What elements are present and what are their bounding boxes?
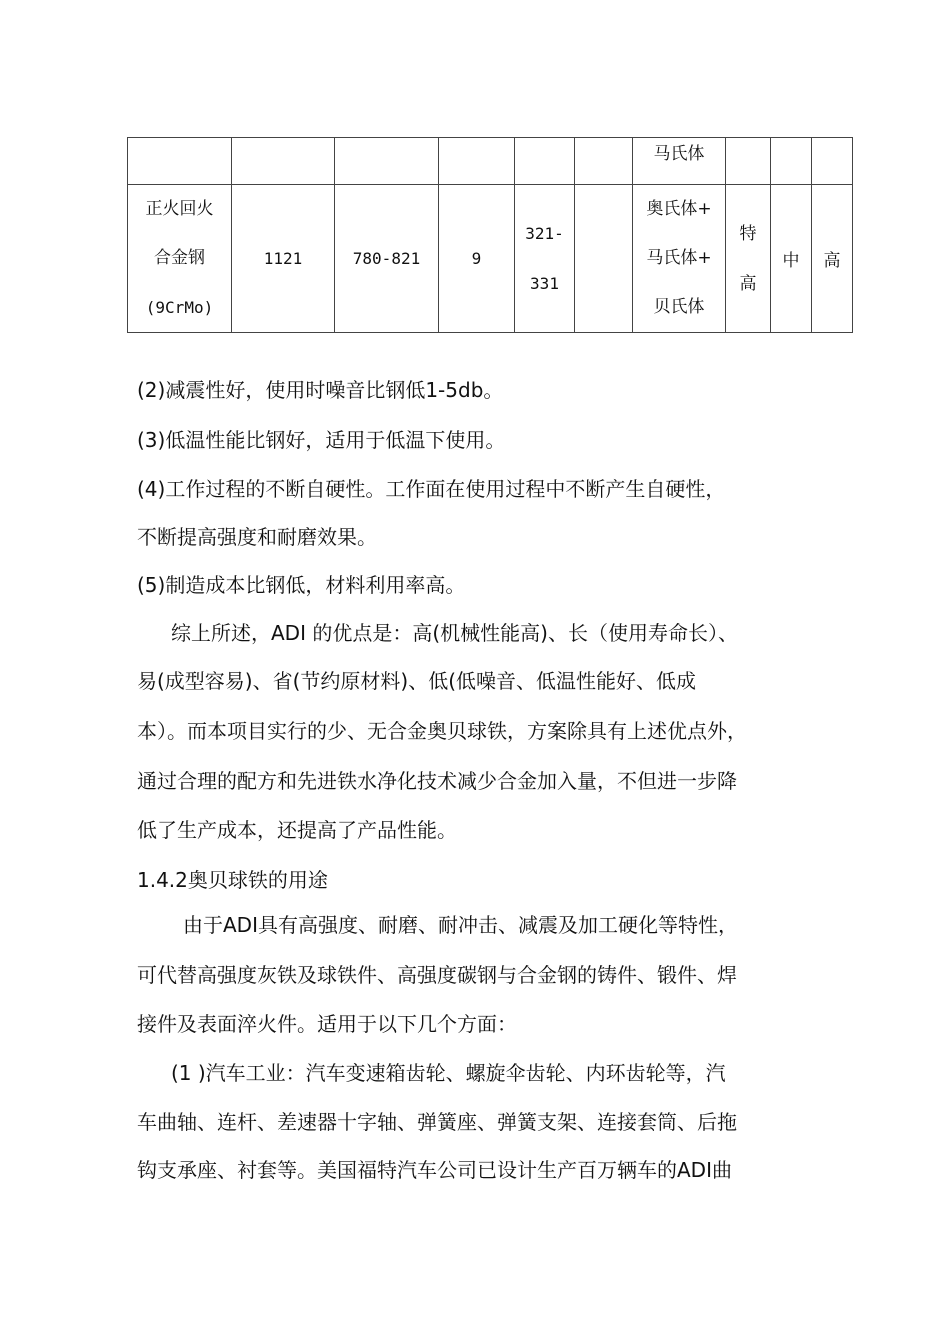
structure-cell-text: 马氏体 [653, 143, 705, 164]
paragraph-line: 接件及表面淬火件。适用于以下几个方面： [137, 1012, 517, 1036]
table-cell: 780-821 [335, 185, 439, 333]
structure-line: 马氏体+ [646, 248, 712, 268]
list-item: (1 )汽车工业：汽车变速箱齿轮、螺旋伞齿轮、内环齿轮等，汽 [171, 1061, 726, 1085]
table-cell [515, 185, 575, 333]
paragraph-line: 综上所述，ADI 的优点是：高(机械性能高)、长（使用寿命长）、 [171, 621, 738, 645]
list-item: (2)减震性好，使用时噪音比钢低1-5db。 [137, 378, 504, 402]
table-cell [771, 138, 812, 185]
value-line: 331 [530, 273, 559, 293]
table-cell [575, 185, 633, 333]
structure-cell [633, 185, 726, 333]
table-cell [335, 138, 439, 185]
value-line: 321- [525, 223, 564, 243]
table-row [128, 138, 853, 185]
table-cell [633, 138, 726, 185]
table-cell [726, 185, 771, 333]
paragraph-line: 低了生产成本，还提高了产品性能。 [137, 818, 457, 842]
structure-line: 奥氏体+ [646, 199, 712, 219]
paragraph-line: 本）。而本项目实行的少、无合金奥贝球铁，方案除具有上述优点外， [137, 719, 747, 743]
paragraph-line: 易(成型容易)、省(节约原材料)、低(低噪音、低温性能好、低成 [137, 669, 697, 693]
list-item: (3)低温性能比钢好，适用于低温下使用。 [137, 428, 506, 452]
table-cell: 9 [439, 185, 515, 333]
paragraph-line: 车曲轴、连杆、差速器十字轴、弹簧座、弹簧支架、连接套筒、后拖 [137, 1110, 737, 1134]
table-cell [515, 138, 575, 185]
table-cell [726, 138, 771, 185]
paragraph-line: 通过合理的配方和先进铁水净化技术减少合金加入量，不但进一步降 [137, 769, 737, 793]
table-cell [575, 138, 633, 185]
table-cell: 中 [771, 185, 812, 333]
material-line: 合金钢 [154, 248, 205, 268]
list-item: (4)工作过程的不断自硬性。工作面在使用过程中不断产生自硬性， [137, 477, 726, 501]
table-cell: 1121 [232, 185, 335, 333]
rating-line: 特 [739, 223, 757, 244]
paragraph-line: 由于ADI具有高强度、耐磨、耐冲击、减震及加工硬化等特性， [183, 913, 738, 937]
material-line: 正火回火 [145, 199, 214, 219]
rating-line: 高 [739, 273, 757, 294]
table-cell [439, 138, 515, 185]
table-cell [812, 138, 853, 185]
section-heading: 1.4.2奥贝球铁的用途 [137, 868, 328, 892]
material-cell [128, 185, 232, 333]
list-item: (5)制造成本比钢低，材料利用率高。 [137, 573, 466, 597]
table-cell: 高 [812, 185, 853, 333]
table-row [128, 185, 853, 333]
paragraph-line: 钩支承座、衬套等。美国福特汽车公司已设计生产百万辆车的ADI曲 [137, 1158, 732, 1182]
table-cell [128, 138, 232, 185]
structure-line: 贝氏体 [653, 297, 705, 317]
table-cell [232, 138, 335, 185]
paragraph-line: 可代替高强度灰铁及球铁件、高强度碳钢与合金钢的铸件、锻件、焊 [137, 963, 737, 987]
paragraph-line: 不断提高强度和耐磨效果。 [137, 525, 377, 549]
material-line: (9CrMo) [145, 298, 214, 317]
material-properties-table [127, 137, 853, 333]
